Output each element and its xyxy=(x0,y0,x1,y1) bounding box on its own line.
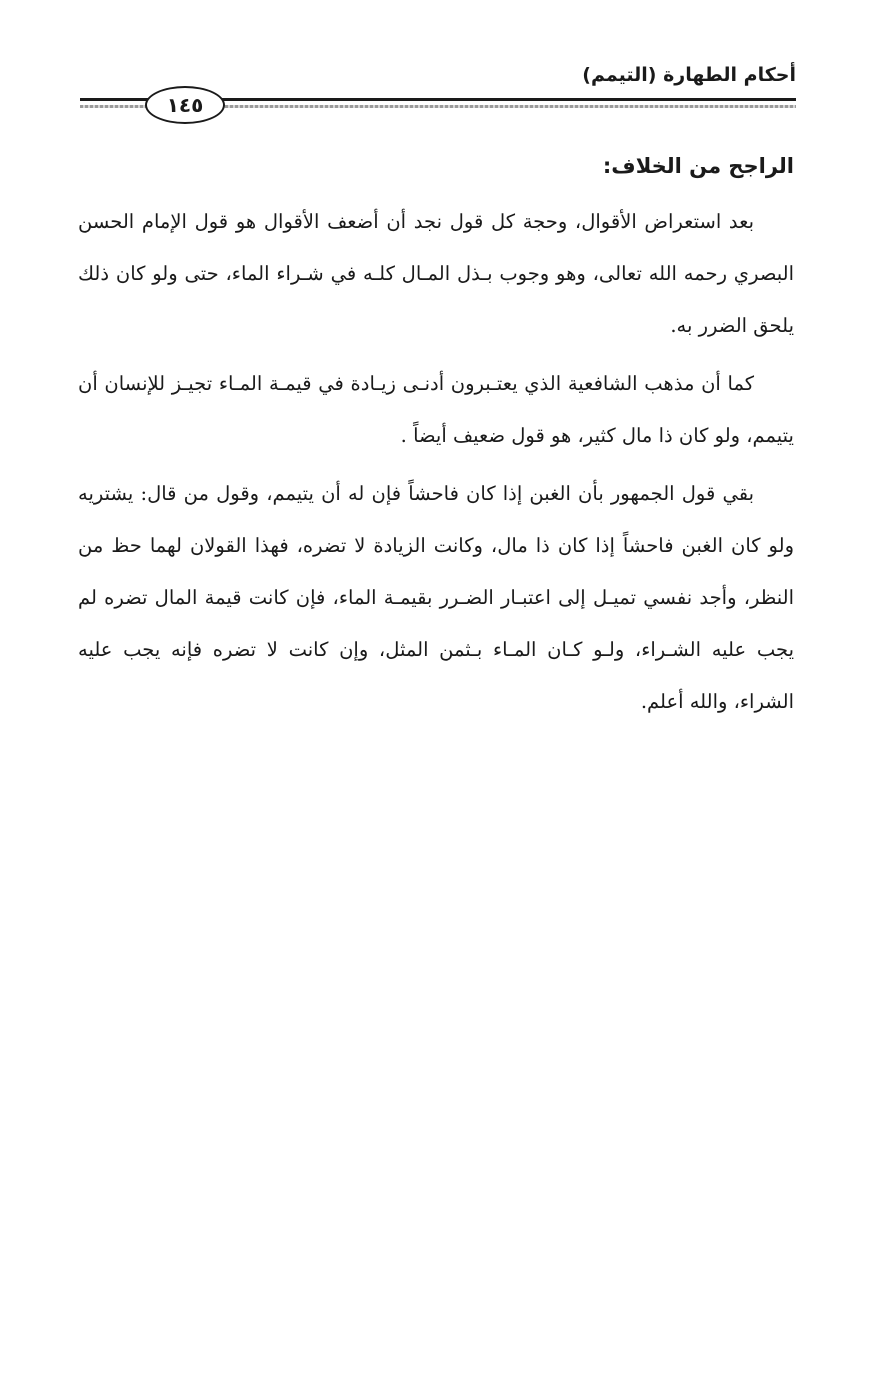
page-number-badge: ١٤٥ xyxy=(145,86,225,124)
page-header xyxy=(80,60,796,130)
paragraph-1: بعد استعراض الأقوال، وحجة كل قول نجد أن أضعف الأقوال هو قول الإمام الحسن البصري رحمه الله تعالى، وهو وجوب بـذل المـال كلـه في شـراء الماء، حتى ولو كان ذلك يلحق الضرر به. xyxy=(78,210,794,337)
paragraph-3: بقي قول الجمهور بأن الغبن إذا كان فاحشاً فإن له أن يتيمم، وقول من قال: يشتريه ولو كان الغبن فاحشاً إذا كان ذا مال، وكانت الزيادة لا تضره، فهذا القولان لهما حظ من النظر، وأجد نفسي تميـل إلى اعتبـار الضـرر بقيمـة الماء، فإن كانت قيمة المال تضره لم يجب عليه الشـراء، ولـو كـان المـاء بـثمن المثل، وإن كانت لا تضره فإنه يجب عليه الشراء، والله أعلم. xyxy=(78,482,794,713)
paragraph-2: كما أن مذهب الشافعية الذي يعتـبرون أدنـى زيـادة في قيمـة المـاء تجيـز للإنسان أن يتيمم، ولو كان ذا مال كثير، هو قول ضعيف أيضاً . xyxy=(78,372,794,447)
section-heading: الراجح من الخلاف: xyxy=(602,154,794,178)
page-body xyxy=(78,146,794,734)
running-title: أحكام الطهارة (التيمم) xyxy=(582,64,796,86)
